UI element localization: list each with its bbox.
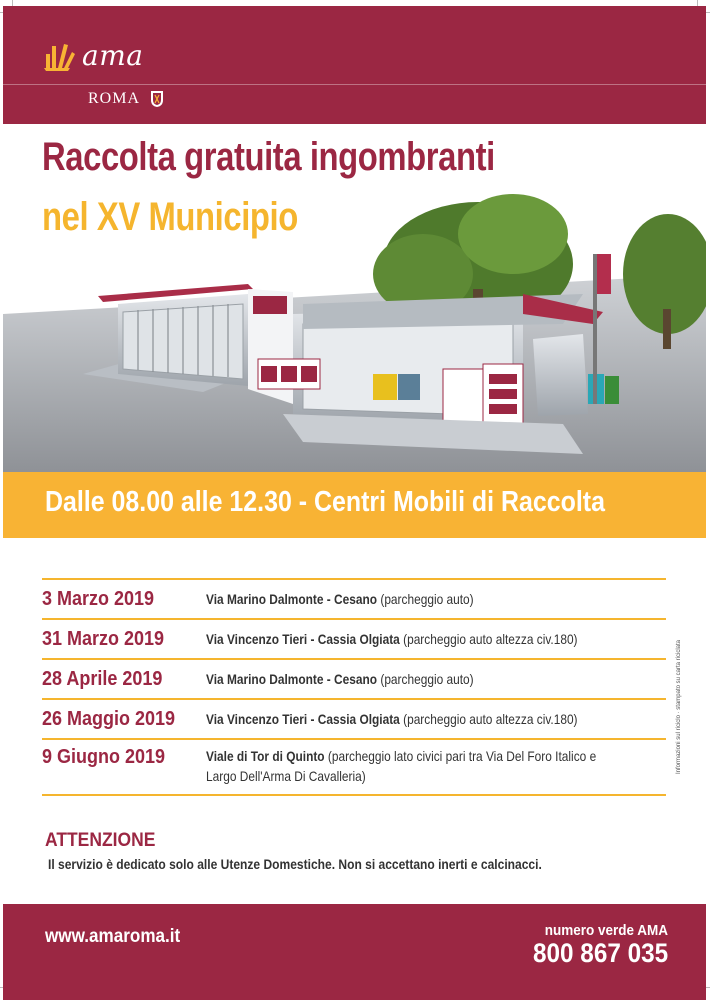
schedule-date: 28 Aprile 2019 bbox=[42, 667, 163, 690]
schedule-location: Via Vincenzo Tieri - Cassia Olgiata (parcheggio auto altezza civ.180) bbox=[206, 631, 578, 647]
side-credit bbox=[676, 640, 692, 810]
schedule-date: 31 Marzo 2019 bbox=[42, 627, 165, 650]
schedule-location: Via Marino Dalmonte - Cesano (parcheggio auto) bbox=[206, 591, 474, 607]
schedule-date: 3 Marzo 2019 bbox=[42, 587, 155, 610]
schedule-row bbox=[42, 660, 666, 698]
ama-hand-icon bbox=[42, 38, 76, 72]
schedule-location: Viale di Tor di Quinto (parcheggio lato civici pari tra Via Del Foro Italico e Largo Dell'Arma Di Cavalleria) bbox=[206, 748, 597, 784]
schedule-date: 26 Maggio 2019 bbox=[42, 707, 176, 730]
schedule-row bbox=[42, 620, 666, 658]
main-title-line2: nel XV Municipio bbox=[42, 195, 298, 239]
schedule-row bbox=[42, 580, 666, 618]
roma-crest-icon bbox=[150, 90, 164, 108]
roma-logo bbox=[88, 90, 164, 108]
attention-title: ATTENZIONE bbox=[45, 830, 156, 851]
hours-band-text: Dalle 08.00 alle 12.30 - Centri Mobili di Raccolta bbox=[45, 486, 605, 518]
schedule-row bbox=[42, 740, 666, 794]
schedule-row bbox=[42, 700, 666, 738]
side-credit-text: Informazioni sul riciclo · stampato su carta riciclata bbox=[676, 640, 682, 775]
toll-free-label: numero verde AMA bbox=[544, 922, 668, 939]
header-divider bbox=[3, 84, 706, 85]
roma-logo-text: ROMA bbox=[88, 90, 141, 107]
attention-text: Il servizio è dedicato solo alle Utenze Domestiche. Non si accettano inerti e calcinacci. bbox=[48, 856, 542, 872]
main-title-line1: Raccolta gratuita ingombranti bbox=[42, 135, 495, 179]
schedule-location: Via Marino Dalmonte - Cesano (parcheggio auto) bbox=[206, 671, 474, 687]
schedule-divider bbox=[42, 794, 666, 796]
toll-free-number[interactable]: 800 867 035 bbox=[532, 938, 668, 968]
schedule-table bbox=[42, 578, 666, 796]
schedule-date: 9 Giugno 2019 bbox=[42, 746, 166, 768]
schedule-location: Via Vincenzo Tieri - Cassia Olgiata (parcheggio auto altezza civ.180) bbox=[206, 711, 578, 727]
ama-logo-text: ama bbox=[82, 38, 144, 72]
ama-logo[interactable] bbox=[42, 38, 143, 72]
website-link[interactable]: www.amaroma.it bbox=[45, 926, 181, 947]
